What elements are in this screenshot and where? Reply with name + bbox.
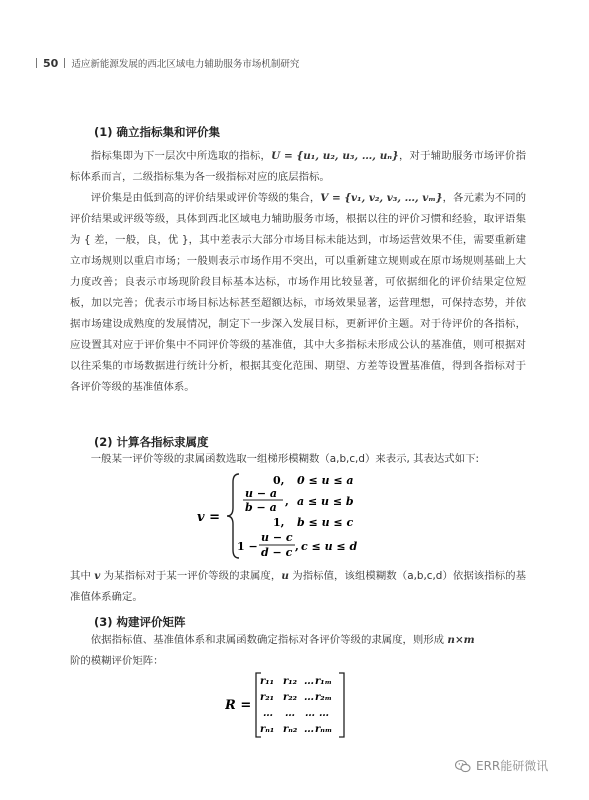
matrix-cell: … bbox=[304, 676, 314, 687]
case-4-condition: c ≤ u ≤ d bbox=[301, 540, 358, 553]
page-number: 50 bbox=[43, 56, 59, 70]
paragraph-evaluation-set bbox=[70, 188, 526, 398]
matrix-cell: r₁₁ bbox=[260, 676, 275, 687]
evaluation-matrix-formula bbox=[225, 670, 355, 744]
matrix-cell: … bbox=[304, 724, 314, 735]
section-heading-1: (1) 确立指标集和评价集 bbox=[94, 125, 221, 139]
case-4-denominator: d − c bbox=[261, 546, 293, 559]
matrix-cell: rₙ₂ bbox=[283, 724, 298, 735]
paragraph-membership-intro bbox=[70, 449, 526, 470]
running-header bbox=[30, 56, 299, 70]
running-title: 适应新能源发展的西北区域电力辅助服务市场机制研究 bbox=[71, 59, 300, 70]
paragraph-membership-explanation bbox=[70, 566, 526, 608]
membership-formula bbox=[195, 468, 375, 568]
matrix-dimension: n×m bbox=[447, 634, 475, 646]
case-4-prefix: 1 − bbox=[237, 540, 258, 553]
matrix-cell: … bbox=[305, 708, 315, 719]
evaluation-set-formula: V = {v₁, v₂, v₃, …, vₘ} bbox=[320, 192, 443, 204]
p2-text-before: 评价集是由低到高的评价结果或评价等级的集合， bbox=[90, 192, 321, 204]
p4-text-a: 为某指标对于某一评价等级的隶属度， bbox=[100, 570, 282, 582]
matrix-lhs: R = bbox=[225, 698, 252, 713]
case-2-condition: a ≤ u ≤ b bbox=[297, 495, 354, 508]
matrix-cell: … bbox=[263, 708, 273, 719]
p3-text: 一般某一评价等级的隶属函数选取一组梯形模糊数（a,b,c,d）来表示, 其表达式如下: bbox=[90, 453, 479, 465]
symbol-v: v bbox=[94, 570, 101, 582]
case-3-condition: b ≤ u ≤ c bbox=[297, 516, 354, 529]
matrix-right-bracket bbox=[339, 673, 344, 737]
matrix-cell: … bbox=[319, 708, 329, 719]
p4-prefix: 其中 bbox=[70, 570, 95, 582]
case-1-value: 0, bbox=[273, 474, 285, 487]
membership-lhs: v = bbox=[197, 510, 220, 525]
wechat-icon bbox=[455, 759, 471, 773]
p2-text-after: ，各元素为不同的评价结果或评级等级，具体到西北区域电力辅助服务市场，根据以往的评价习惯和经验，取评语集为 { 差，一般，良，优 }，其中差表示大部分市场目标未能达到，市场运营效果不佳，需要重新建立市场规则以重启市场；一般则表示市场作用不突出，可以重新建立规则或在原市场规则基础上大力度改善；良表示市场现阶段目标基本达标，市场作用比较显著，可依据细化的评价结果定位短板，加以完善；优表示市场目标达标甚至超额达标，市场效果显著，运营理想，可保持态势，并依据市场建设成熟度的发展情况，制定下一步深入发展目标，更新评价主题。对于待评价的各指标，应设置其对应于评价集中不同评价等级的基准值，其中大多指标未形成公认的基准值，则可根据对以往采集的市场数据进行统计分析，根据其变化范围、期望、方差等设置基准值，得到各指标对于各评价等级的基准值体系。 bbox=[70, 192, 526, 393]
matrix-cell: r₂₂ bbox=[283, 692, 298, 703]
section-heading-2: (2) 计算各指标隶属度 bbox=[94, 435, 209, 449]
case-2-numerator: u − a bbox=[245, 487, 278, 500]
watermark-text: ERR能研微讯 bbox=[476, 759, 549, 773]
section-heading-3: (3) 构建评价矩阵 bbox=[94, 615, 186, 629]
p1-text-before: 指标集即为下一层次中所选取的指标， bbox=[90, 150, 272, 162]
case-2-denominator: b − a bbox=[245, 501, 277, 514]
index-set-formula: U = {u₁, u₂, u₃, …, uₙ} bbox=[271, 150, 399, 162]
case-4-numerator: u − c bbox=[261, 531, 293, 544]
matrix-cell: r₁ₘ bbox=[315, 676, 332, 687]
p5-text-after: 阶的模糊评价矩阵： bbox=[70, 655, 164, 667]
p4-text-b: 为指标值，该组模糊数（a,b,c,d）依据该指标的基准值体系确定。 bbox=[70, 570, 526, 603]
case-4-comma: , bbox=[295, 540, 299, 553]
watermark bbox=[455, 757, 548, 774]
case-3-value: 1, bbox=[273, 516, 285, 529]
symbol-u: u bbox=[281, 570, 289, 582]
case-1-condition: 0 ≤ u ≤ a bbox=[297, 474, 354, 487]
matrix-cell: … bbox=[304, 692, 314, 703]
case-2-comma: , bbox=[285, 495, 289, 508]
paragraph-index-set bbox=[70, 146, 526, 188]
p5-text-before: 依据指标值、基准值体系和隶属函数确定指标对各评价等级的隶属度，则形成 bbox=[90, 634, 448, 646]
header-divider bbox=[64, 58, 65, 68]
paragraph-matrix-intro bbox=[70, 630, 526, 672]
matrix-cell: rₙ₁ bbox=[260, 724, 275, 735]
matrix-cell: r₂₁ bbox=[260, 692, 275, 703]
header-divider bbox=[36, 58, 37, 68]
matrix-cell: r₁₂ bbox=[283, 676, 298, 687]
matrix-cell: r₂ₘ bbox=[315, 692, 332, 703]
matrix-cell: rₙₘ bbox=[315, 724, 333, 735]
matrix-cell: … bbox=[285, 708, 295, 719]
p1-text-after: ，对于辅助服务市场评价指标体系而言，二级指标集为各一级指标对应的底层指标。 bbox=[70, 150, 527, 183]
